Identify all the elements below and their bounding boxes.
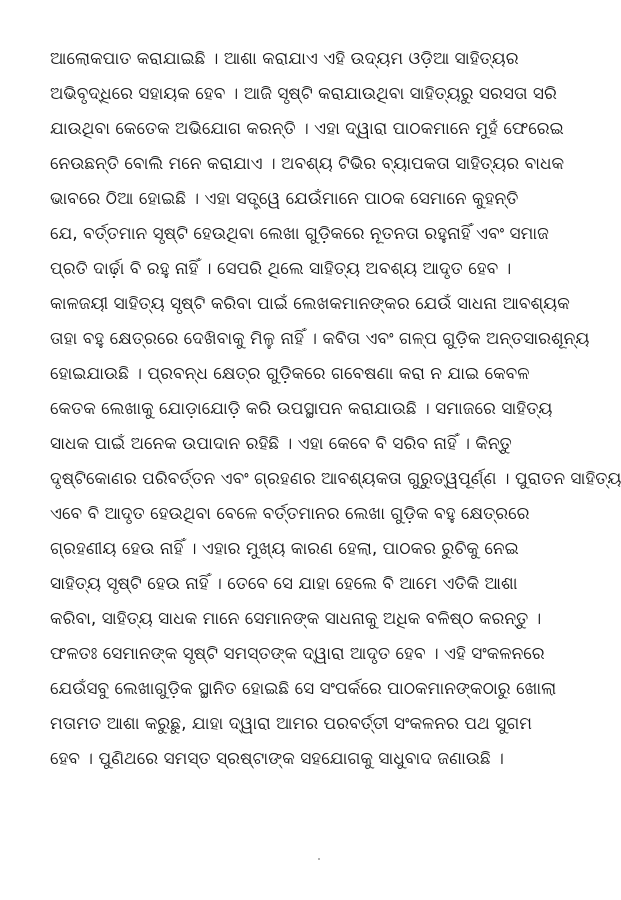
text-line: ଫଳତଃ ସେମାନଙ୍କ ସୃଷ୍ଟି ସମସ୍ତଙ୍କ ଦ୍ୱାରା ଆଦୃତ ହେବ । ଏହି ସଂକଳନରେ	[50, 644, 545, 664]
text-line: ସାଧକ ପାଇଁ ଅନେକ ଉପାଦାନ ରହିଛି । ଏହା କେବେ ବି ସରିବ ନାହିଁ । କିନ୍ତୁ	[50, 434, 512, 454]
text-line: ମତାମତ ଆଶା କରୁଛୁ, ଯାହା ଦ୍ୱାରା ଆମର ପରବର୍ତ୍ତୀ ସଂକଳନର ପଥ ସୁଗମ	[50, 714, 533, 734]
text-line: ତାହା ବହୁ କ୍ଷେତ୍ରରେ ଦେଖିବାକୁ ମିଳୁ ନାହିଁ । କବିତା ଏବଂ ଗଳ୍ପ ଗୁଡ଼ିକ ଅନ୍ତସାରଶୂନ୍ୟ	[50, 329, 590, 349]
text-line: ଗ୍ରହଣୀୟ ହେଉ ନାହିଁ । ଏହାର ମୁଖ୍ୟ କାରଣ ହେଲା, ପାଠକର ରୁଚିକୁ ନେଇ	[50, 539, 519, 559]
text-line: କରିବା, ସାହିତ୍ୟ ସାଧକ ମାନେ ସେମାନଙ୍କ ସାଧନାକୁ ଅଧିକ ବଳିଷ୍ଠ କରନ୍ତୁ ।	[50, 609, 542, 629]
text-line: ଆଲୋକପାତ କରାଯାଇଛି । ଆଶା କରାଯାଏ ଏହି ଉଦ୍ୟମ ଓଡ଼ିଆ ସାହିତ୍ୟର	[50, 49, 519, 69]
text-line: ଏବେ ବି ଆଦୃତ ହେଉଥିବା ବେଳେ ବର୍ତ୍ତମାନର ଲେଖା ଗୁଡ଼ିକ ବହୁ କ୍ଷେତ୍ରରେ	[50, 504, 530, 524]
text-line: ଯାଉଥିବା କେତେକ ଅଭିଯୋଗ କରନ୍ତି । ଏହା ଦ୍ୱାରା ପାଠକମାନେ ମୁହଁ ଫେରେଇ	[50, 119, 564, 139]
page-speck	[318, 858, 320, 860]
text-line: ପ୍ରତି ଦାର୍ଢ଼ା ବି ରହୁ ନାହିଁ । ସେପରି ଥିଲେ ସାହିତ୍ୟ ଅବଶ୍ୟ ଆଦୃତ ହେବ ।	[50, 259, 512, 279]
text-line: ହେବ । ପୁଣିଥରେ ସମସ୍ତ ସ୍ରଷ୍ଟାଙ୍କ ସହଯୋଗକୁ ସାଧୁବାଦ ଜଣାଉଛି ।	[50, 749, 504, 769]
text-line: ସାହିତ୍ୟ ସୃଷ୍ଟି ହେଉ ନାହିଁ । ତେବେ ସେ ଯାହା ହେଲେ ବି ଆମେ ଏତିକି ଆଶା	[50, 574, 518, 594]
text-line: ହୋଇଯାଉଛି । ପ୍ରବନ୍ଧ କ୍ଷେତ୍ର ଗୁଡ଼ିକରେ ଗବେଷଣା କରା ନ ଯାଇ କେବଳ	[50, 364, 530, 384]
text-line: ଯେ, ବର୍ତ୍ତମାନ ସୃଷ୍ଟି ହେଉଥିବା ଲେଖା ଗୁଡ଼ିକରେ ନୂତନତା ରହୁନାହିଁ ଏବଂ ସମାଜ	[50, 224, 549, 244]
text-line: ଦୃଷ୍ଟିକୋଣର ପରିବର୍ତ୍ତନ ଏବଂ ଗ୍ରହଣର ଆବଶ୍ୟକତା ଗୁରୁତ୍ୱପୂର୍ଣ୍ଣ । ପୁରାତନ ସାହିତ୍ୟ	[50, 469, 621, 489]
text-line: ଅଭିବୃଦ୍ଧିରେ ସହାୟକ ହେବ । ଆଜି ସୃଷ୍ଟି କରାଯାଉଥିବା ସାହିତ୍ୟରୁ ସରସତା ସରି	[50, 84, 557, 104]
text-line: କାଳଜୟୀ ସାହିତ୍ୟ ସୃଷ୍ଟି କରିବା ପାଇଁ ଲେଖକମାନଙ୍କର ଯେଉଁ ସାଧନା ଆବଶ୍ୟକ	[50, 294, 570, 314]
text-line: ନେଉଛନ୍ତି ବୋଲି ମନେ କରାଯାଏ । ଅବଶ୍ୟ ଟିଭିର ବ୍ୟାପକତା ସାହିତ୍ୟର ବାଧକ	[50, 154, 565, 174]
text-line: ଯେଉଁସବୁ ଲେଖାଗୁଡ଼ିକ ସ୍ଥାନିତ ହୋଇଛି ସେ ସଂପର୍କରେ ପାଠକମାନଙ୍କଠାରୁ ଖୋଲା	[50, 679, 557, 699]
text-line: କେତକ ଲେଖାକୁ ଯୋଡ଼ାଯୋଡ଼ି କରି ଉପସ୍ଥାପନ କରାଯାଉଛି । ସମାଜରେ ସାହିତ୍ୟ	[50, 399, 553, 419]
text-line: ଭାବରେ ଠିଆ ହୋଇଛି । ଏହା ସତ୍ତ୍ୱେ ଯେଉଁମାନେ ପାଠକ ସେମାନେ କୁହନ୍ତି	[50, 189, 519, 209]
body-paragraph	[50, 42, 621, 777]
